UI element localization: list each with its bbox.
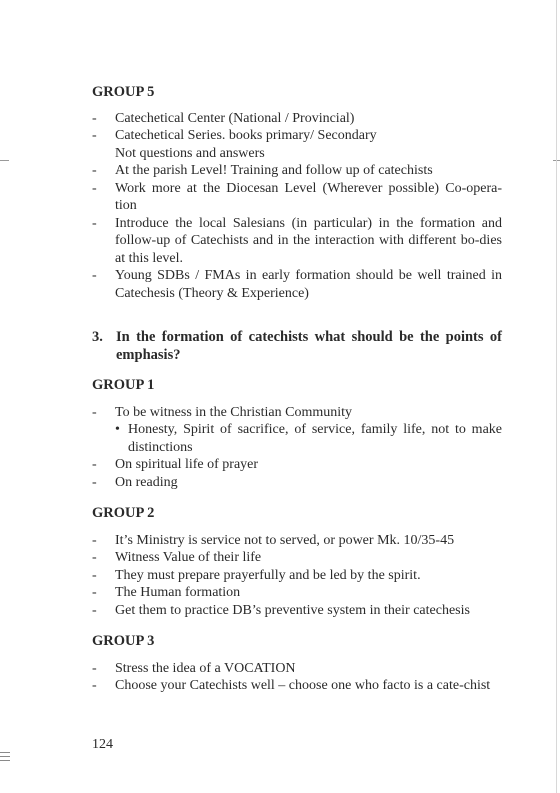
list-item: - To be witness in the Christian Community • Honesty, Spirit of sacrifice, of service, family life, not to make distinctions <box>92 404 502 457</box>
group-3-list <box>92 660 502 695</box>
list-item: - They must prepare prayerfully and be led by the spirit. <box>92 567 502 585</box>
group-1-list <box>92 404 502 492</box>
page-edge-shadow <box>556 0 557 793</box>
question-text: In the formation of catechists what should be the points of emphasis? <box>116 329 502 363</box>
group-1-heading: GROUP 1 <box>92 377 155 393</box>
group-5-heading: GROUP 5 <box>92 84 155 100</box>
list-item: - It’s Ministry is service not to served, or power Mk. 10/35-45 <box>92 532 502 550</box>
group-5-list <box>92 110 502 303</box>
page-content <box>92 84 502 695</box>
list-item: - Catechetical Center (National / Provincial) <box>92 110 502 128</box>
list-item: - Choose your Catechists well – choose one who facto is a cate-chist <box>92 677 502 695</box>
group-2-section <box>92 505 502 619</box>
list-item: - On reading <box>92 474 502 492</box>
list-item: - Get them to practice DB’s preventive system in their catechesis <box>92 602 502 620</box>
question-number: 3. <box>92 329 103 345</box>
bullet-item: • Honesty, Spirit of sacrifice, of service, family life, not to make distinctions <box>115 421 502 456</box>
list-item: - The Human formation <box>92 584 502 602</box>
group-3-section <box>92 633 502 695</box>
binding-marks <box>0 752 10 764</box>
group-2-list <box>92 532 502 620</box>
list-item: - Young SDBs / FMAs in early formation should be well trained in Catechesis (Theory & Experience) <box>92 267 502 302</box>
list-item: - Catechetical Series. books primary/ Secondary Not questions and answers <box>92 127 502 162</box>
group-3-heading: GROUP 3 <box>92 633 155 649</box>
list-item: - Work more at the Diocesan Level (Wherever possible) Co-opera-tion <box>92 180 502 215</box>
list-item: - On spiritual life of prayer <box>92 456 502 474</box>
list-item: - Introduce the local Salesians (in particular) in the formation and follow-up of Catechists and in the interaction with different bo-dies at this level. <box>92 215 502 268</box>
question-3 <box>92 329 502 364</box>
group-1-sublist <box>115 421 502 456</box>
group-1-section <box>92 377 502 491</box>
list-item: - Stress the idea of a VOCATION <box>92 660 502 678</box>
group-5-section <box>92 84 502 302</box>
page-number: 124 <box>92 737 113 752</box>
list-item: - Witness Value of their life <box>92 549 502 567</box>
list-item-continuation: Not questions and answers <box>115 145 265 161</box>
list-item: - At the parish Level! Training and follow up of catechists <box>92 162 502 180</box>
page-crease-left <box>0 160 9 161</box>
group-2-heading: GROUP 2 <box>92 505 155 521</box>
